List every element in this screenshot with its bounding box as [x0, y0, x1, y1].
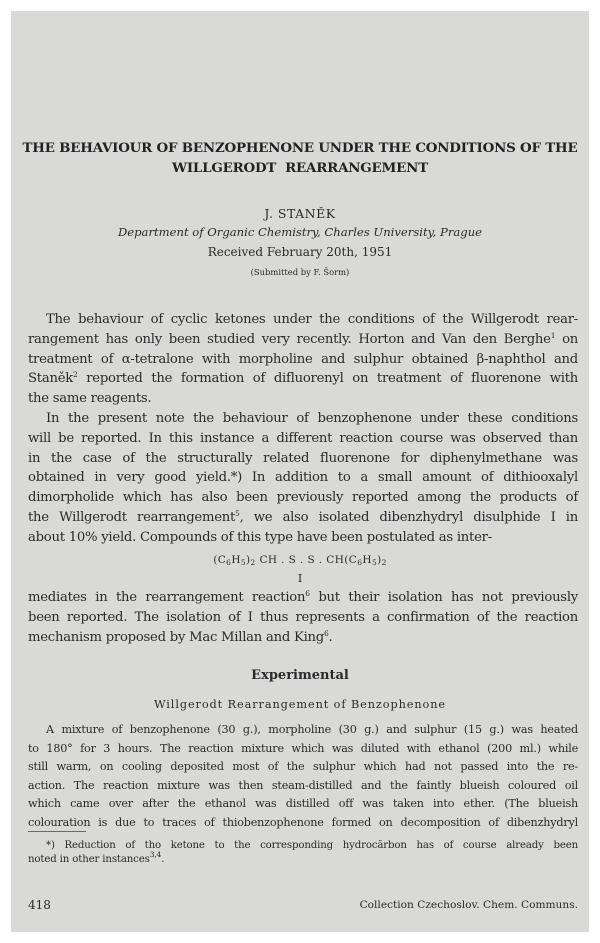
text-segment: Staněk: [28, 371, 73, 387]
affiliation: Department of Organic Chemistry, Charles University, Prague: [117, 225, 483, 239]
text-line: about 10% yield. Compounds of this type have been postulated as inter-: [28, 529, 492, 545]
footnote: [28, 839, 578, 868]
text-line: been reported. The isolation of I thus represents a confirmation of the reaction: [28, 609, 578, 625]
submitted-by: (Submitted by F. Šorm): [250, 267, 350, 277]
text-segment: reported the formation of difluorenyl on treatment of fluorenone with: [77, 371, 578, 387]
reference-superscript: 5: [235, 508, 240, 518]
reference-superscript: 6: [305, 589, 310, 598]
text-line: still warm, on cooling deposited most of the sulphur which had not passed into the re-: [28, 760, 578, 774]
title-line: THE BEHAVIOUR OF BENZOPHENONE UNDER THE CONDITIONS OF THE: [22, 140, 578, 156]
footnote-text: .: [161, 854, 165, 866]
formula-subscript: 2: [381, 558, 387, 567]
formula-subscript: 2: [250, 558, 256, 567]
text-line: [28, 369, 578, 389]
formula-text: ): [246, 554, 251, 566]
text-segment: the Willgerodt rearrangement: [28, 509, 236, 525]
formula-text: H: [231, 554, 241, 566]
formula-subscript: 5: [240, 558, 247, 567]
footnote-text: noted in other instances: [28, 854, 150, 866]
title-line: WILLGERODT REARRANGEMENT: [172, 160, 428, 176]
footnote-line: *) Reduction of tho ketone to the corresponding hydrocărbon has of course already been: [46, 840, 578, 851]
formula-label: I: [297, 572, 303, 585]
reference-superscript: 6: [323, 628, 329, 638]
intro-paragraph-2: [28, 409, 578, 548]
footnote-divider: [28, 831, 86, 832]
text-line: In the present note the behaviour of benzophenone under these conditions: [46, 411, 578, 426]
journal-name: Collection Czechoslov. Chem. Communs.: [359, 899, 578, 911]
text-line: will be reported. In this instance a different reaction course was observed than: [28, 430, 578, 446]
text-line: action. The reaction mixture was then steam-distilled and the faintly blueish coloured oil: [28, 778, 578, 792]
text-line: [28, 330, 578, 350]
text-segment: mechanism proposed by Mac Millan and King: [28, 629, 324, 645]
intro-paragraph-3: [28, 588, 578, 647]
author-name: J. STANĚK: [264, 206, 336, 221]
reference-superscript: 1: [550, 330, 556, 340]
formula-text: H: [362, 554, 372, 566]
formula-text: CH . S . S . CH(C: [255, 554, 358, 566]
text-line: A mixture of benzophenone (30 g.), morpholine (30 g.) and sulphur (15 g.) was heated: [46, 723, 578, 736]
section-heading: Experimental: [251, 668, 349, 683]
text-segment: but their isolation has not previously: [309, 590, 578, 605]
paper-page: [11, 11, 589, 932]
text-line: which came over after the ethanol was distilled off was taken into ether. (The blueish: [28, 797, 578, 811]
text-segment: , we also isolated dibenzhydryl disulphide I in: [239, 509, 578, 525]
text-segment: rangement has only been studied very recently. Horton and Van den Berghe: [28, 331, 551, 347]
text-line: treatment of α-tetralone with morpholine and sulphur obtained β-naphthol and: [28, 351, 578, 367]
footnote-line: [28, 850, 578, 867]
text-line: [28, 588, 578, 608]
text-line: [28, 628, 578, 648]
article-title: [11, 138, 589, 178]
reference-superscript: 2: [73, 370, 78, 380]
subsection-heading: Willgerodt Rearrangement of Benzophenone: [153, 698, 446, 711]
received-date: Received February 20th, 1951: [207, 245, 393, 259]
formula-subscript: 5: [371, 558, 378, 567]
text-line: The behaviour of cyclic ketones under the conditions of the Willgerodt rear-: [46, 312, 578, 327]
text-line: in the case of the structurally related fluorenone for diphenylmethane was: [28, 450, 578, 466]
text-line: colouration is due to traces of thiobenzophenone formed on decomposition of dibenzhydryl: [28, 815, 578, 829]
text-line: to 180° for 3 hours. The reaction mixture which was diluted with ethanol (200 ml.) while: [28, 741, 578, 755]
text-line: dimorpholide which has also been previously reported among the products of: [28, 490, 578, 506]
formula-text: (C: [213, 554, 227, 566]
formula-text: ): [377, 554, 382, 566]
page-number: 418: [28, 898, 51, 912]
formula-subscript: 6: [357, 558, 363, 567]
reference-superscript: 3,4: [149, 850, 162, 860]
text-line: obtained in very good yield.*) In addition to a small amount of dithiooxalyl: [28, 470, 578, 486]
text-segment: mediates in the rearrangement reaction: [28, 590, 306, 605]
text-segment: .: [328, 629, 333, 645]
text-line: the same reagents.: [28, 391, 152, 407]
intro-paragraph-1: [28, 310, 578, 409]
text-line: [28, 508, 578, 528]
experimental-paragraph: [28, 721, 578, 833]
formula-subscript: 6: [226, 558, 232, 567]
text-segment: on: [555, 331, 579, 347]
chemical-formula: [11, 554, 589, 566]
